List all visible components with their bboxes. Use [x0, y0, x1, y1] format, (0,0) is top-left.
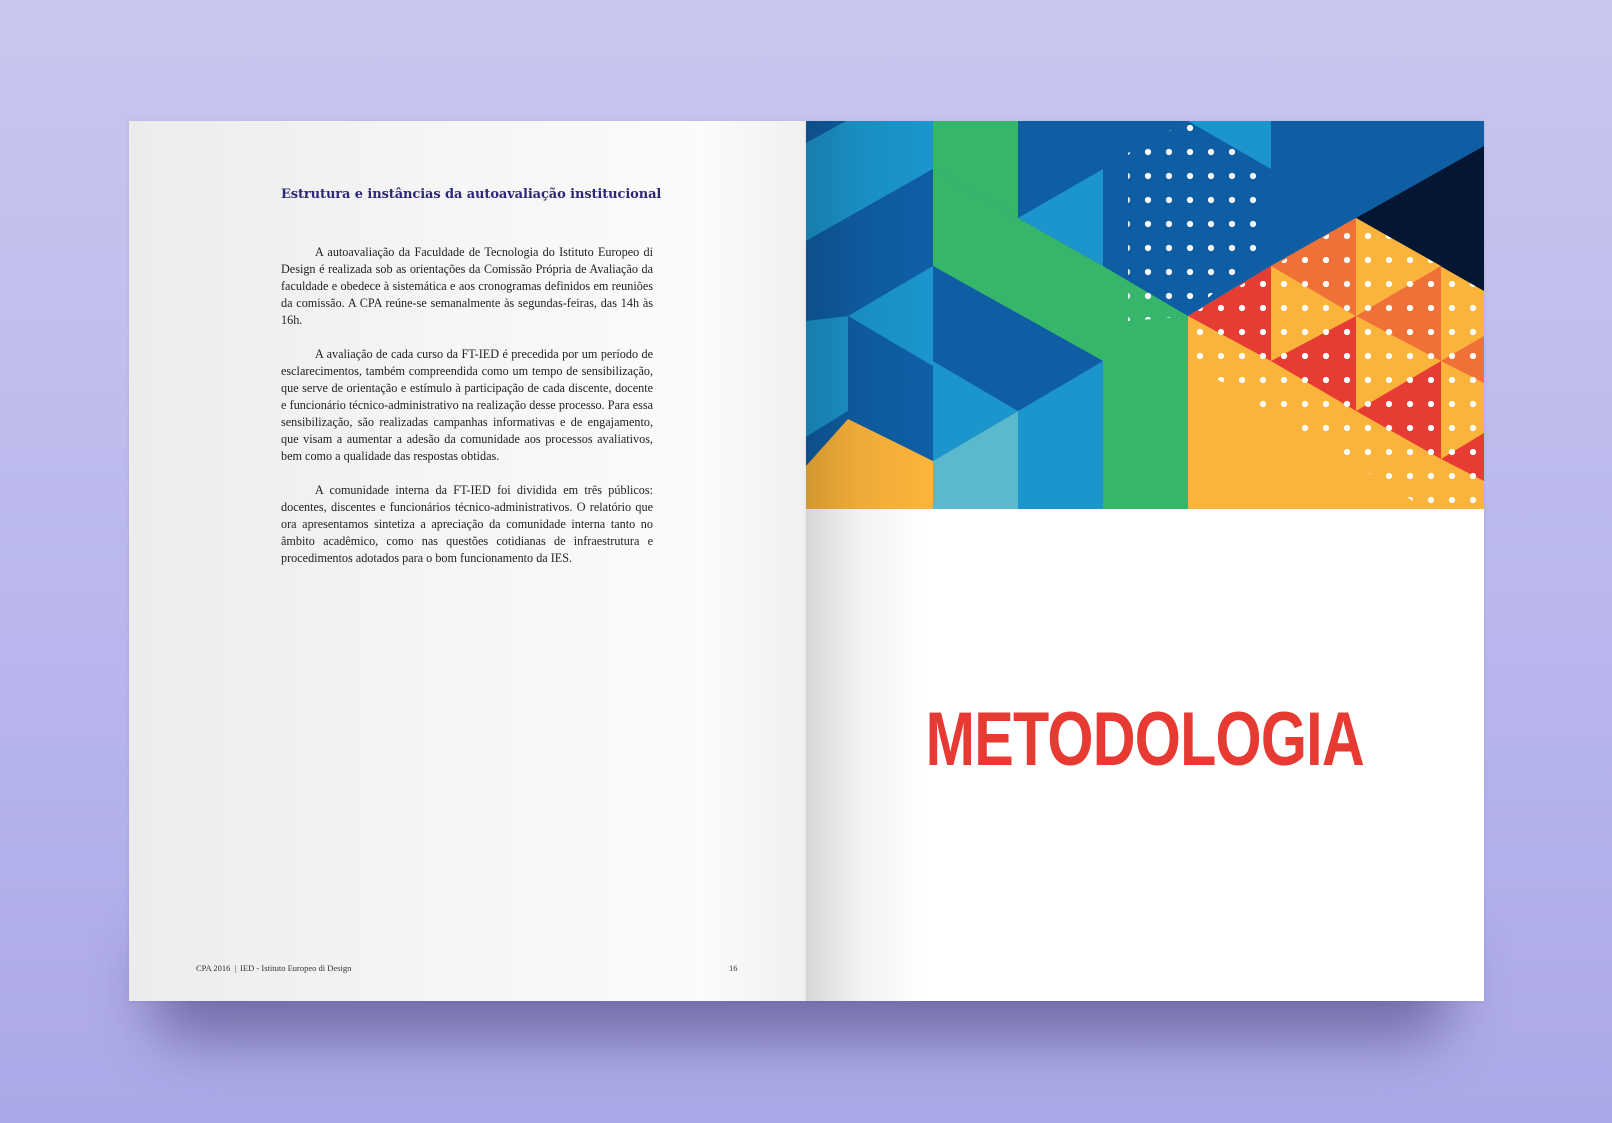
paragraph-2: A avaliação de cada curso da FT-IED é precedida por um período de esclarecimentos, também compreendida como um tempo de sensibilização, que serve de orientação e estímulo à participação de cada discente, docente e funcionário técnico-administrativo na realização desse processo. Para essa sensibilização, são realizadas campanhas informativas e de engajamento, que visam a aumentar a adesão da comunidade aos processos avaliativos, bem como a qualidade das respostas obtidas. [281, 347, 653, 463]
section-heading: Estrutura e instâncias da autoavaliação institucional [281, 187, 662, 202]
page-footer [196, 963, 351, 973]
chapter-title: METODOLOGIA [925, 697, 1364, 782]
footer-institution: IED - Istituto Europeo di Design [240, 963, 352, 973]
footer-separator: | [234, 963, 237, 973]
left-page [129, 121, 806, 1001]
body-text [281, 244, 653, 584]
right-page [806, 121, 1484, 1001]
shape-green [1103, 361, 1188, 509]
page-number: 16 [729, 963, 738, 973]
footer-publication: CPA 2016 [196, 963, 231, 973]
geometric-artwork [806, 121, 1484, 509]
paragraph-1: A autoavaliação da Faculdade de Tecnologia do Istituto Europeo di Design é realizada sob as orientações da Comissão Própria de Avaliação da faculdade e obedece à sistemática e aos cronogramas definidos em reuniões da comissão. A CPA reúne-se semanalmente às segundas-feiras, das 14h às 16h. [281, 245, 653, 327]
paragraph-3: A comunidade interna da FT-IED foi dividida em três públicos: docentes, discentes e funcionários técnico-administrativos. O relatório que ora apresentamos sintetiza a apreciação da comunidade interna tanto no âmbito acadêmico, como nas questões cotidianas de infraestrutura e procedimentos adotados para o bom funcionamento da IES. [281, 483, 653, 565]
